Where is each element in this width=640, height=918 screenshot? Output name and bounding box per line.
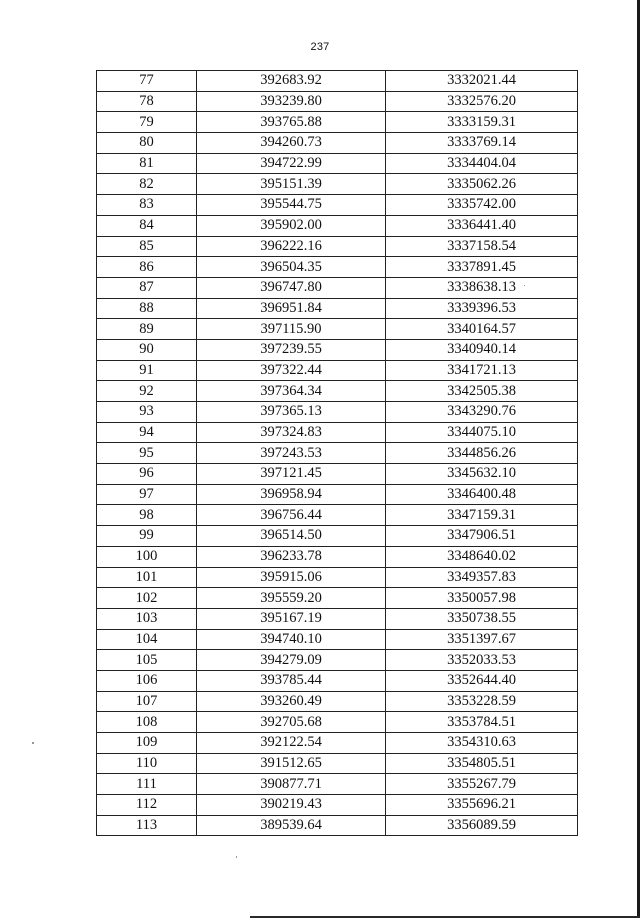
y-coordinate-cell: 3353228.59 [386, 691, 578, 712]
x-coordinate-cell: 392122.54 [197, 733, 386, 754]
y-coordinate-cell: 3353784.51 [386, 712, 578, 733]
y-coordinate-cell: 3334404.04 [386, 153, 578, 174]
coordinate-table [96, 70, 578, 836]
table-row [97, 153, 578, 174]
table-row [97, 484, 578, 505]
point-number-cell: 96 [97, 464, 197, 485]
y-coordinate-cell: 3355696.21 [386, 795, 578, 816]
y-coordinate-cell: 3336441.40 [386, 215, 578, 236]
table-row [97, 402, 578, 423]
point-number-cell: 90 [97, 339, 197, 360]
y-coordinate-cell: 3333159.31 [386, 112, 578, 133]
x-coordinate-cell: 397365.13 [197, 402, 386, 423]
y-coordinate-cell: 3349357.83 [386, 567, 578, 588]
point-number-cell: 92 [97, 381, 197, 402]
y-coordinate-cell: 3344075.10 [386, 422, 578, 443]
point-number-cell: 112 [97, 795, 197, 816]
x-coordinate-cell: 395151.39 [197, 174, 386, 195]
y-coordinate-cell: 3339396.53 [386, 298, 578, 319]
table-row [97, 753, 578, 774]
table-row [97, 174, 578, 195]
x-coordinate-cell: 394279.09 [197, 650, 386, 671]
y-coordinate-cell: 3352033.53 [386, 650, 578, 671]
y-coordinate-cell: 3355267.79 [386, 774, 578, 795]
table-row [97, 795, 578, 816]
point-number-cell: 80 [97, 133, 197, 154]
x-coordinate-cell: 397324.83 [197, 422, 386, 443]
table-row [97, 650, 578, 671]
y-coordinate-cell: 3338638.13 [386, 277, 578, 298]
point-number-cell: 85 [97, 236, 197, 257]
y-coordinate-cell: 3354805.51 [386, 753, 578, 774]
table-row [97, 629, 578, 650]
y-coordinate-cell: 3337158.54 [386, 236, 578, 257]
table-row [97, 546, 578, 567]
point-number-cell: 93 [97, 402, 197, 423]
point-number-cell: 111 [97, 774, 197, 795]
x-coordinate-cell: 396756.44 [197, 505, 386, 526]
y-coordinate-cell: 3332021.44 [386, 71, 578, 92]
table-row [97, 339, 578, 360]
y-coordinate-cell: 3356089.59 [386, 815, 578, 836]
x-coordinate-cell: 395915.06 [197, 567, 386, 588]
x-coordinate-cell: 395544.75 [197, 195, 386, 216]
point-number-cell: 88 [97, 298, 197, 319]
table-row [97, 91, 578, 112]
table-row [97, 298, 578, 319]
y-coordinate-cell: 3347906.51 [386, 526, 578, 547]
x-coordinate-cell: 396747.80 [197, 277, 386, 298]
table-row [97, 526, 578, 547]
table-row [97, 464, 578, 485]
y-coordinate-cell: 3335742.00 [386, 195, 578, 216]
point-number-cell: 101 [97, 567, 197, 588]
x-coordinate-cell: 390877.71 [197, 774, 386, 795]
y-coordinate-cell: 3342505.38 [386, 381, 578, 402]
point-number-cell: 105 [97, 650, 197, 671]
point-number-cell: 84 [97, 215, 197, 236]
page-number: 237 [310, 41, 330, 53]
x-coordinate-cell: 397121.45 [197, 464, 386, 485]
y-coordinate-cell: 3341721.13 [386, 360, 578, 381]
point-number-cell: 79 [97, 112, 197, 133]
table-row [97, 133, 578, 154]
y-coordinate-cell: 3348640.02 [386, 546, 578, 567]
coordinate-table-body [97, 71, 578, 836]
table-row [97, 215, 578, 236]
x-coordinate-cell: 390219.43 [197, 795, 386, 816]
table-row [97, 712, 578, 733]
y-coordinate-cell: 3335062.26 [386, 174, 578, 195]
table-row [97, 733, 578, 754]
point-number-cell: 77 [97, 71, 197, 92]
point-number-cell: 110 [97, 753, 197, 774]
y-coordinate-cell: 3343290.76 [386, 402, 578, 423]
y-coordinate-cell: 3340940.14 [386, 339, 578, 360]
point-number-cell: 89 [97, 319, 197, 340]
table-row [97, 422, 578, 443]
scan-speck [236, 856, 237, 858]
table-row [97, 71, 578, 92]
y-coordinate-cell: 3344856.26 [386, 443, 578, 464]
x-coordinate-cell: 397364.34 [197, 381, 386, 402]
table-row [97, 505, 578, 526]
table-row [97, 277, 578, 298]
y-coordinate-cell: 3340164.57 [386, 319, 578, 340]
point-number-cell: 102 [97, 588, 197, 609]
y-coordinate-cell: 3337891.45 [386, 257, 578, 278]
point-number-cell: 91 [97, 360, 197, 381]
table-row [97, 319, 578, 340]
point-number-cell: 95 [97, 443, 197, 464]
table-row [97, 443, 578, 464]
y-coordinate-cell: 3333769.14 [386, 133, 578, 154]
point-number-cell: 86 [97, 257, 197, 278]
y-coordinate-cell: 3347159.31 [386, 505, 578, 526]
scan-speck [32, 742, 34, 744]
point-number-cell: 99 [97, 526, 197, 547]
table-row [97, 774, 578, 795]
table-row [97, 670, 578, 691]
x-coordinate-cell: 396233.78 [197, 546, 386, 567]
y-coordinate-cell: 3346400.48 [386, 484, 578, 505]
point-number-cell: 107 [97, 691, 197, 712]
point-number-cell: 106 [97, 670, 197, 691]
point-number-cell: 108 [97, 712, 197, 733]
point-number-cell: 104 [97, 629, 197, 650]
table-row [97, 236, 578, 257]
table-row [97, 588, 578, 609]
point-number-cell: 103 [97, 608, 197, 629]
x-coordinate-cell: 393260.49 [197, 691, 386, 712]
table-row [97, 360, 578, 381]
point-number-cell: 94 [97, 422, 197, 443]
x-coordinate-cell: 394740.10 [197, 629, 386, 650]
x-coordinate-cell: 394260.73 [197, 133, 386, 154]
table-row [97, 608, 578, 629]
point-number-cell: 113 [97, 815, 197, 836]
point-number-cell: 100 [97, 546, 197, 567]
x-coordinate-cell: 395902.00 [197, 215, 386, 236]
point-number-cell: 87 [97, 277, 197, 298]
y-coordinate-cell: 3352644.40 [386, 670, 578, 691]
x-coordinate-cell: 396504.35 [197, 257, 386, 278]
table-row [97, 567, 578, 588]
x-coordinate-cell: 391512.65 [197, 753, 386, 774]
y-coordinate-cell: 3351397.67 [386, 629, 578, 650]
x-coordinate-cell: 393785.44 [197, 670, 386, 691]
x-coordinate-cell: 395167.19 [197, 608, 386, 629]
point-number-cell: 98 [97, 505, 197, 526]
point-number-cell: 81 [97, 153, 197, 174]
y-coordinate-cell: 3350057.98 [386, 588, 578, 609]
table-row [97, 815, 578, 836]
y-coordinate-cell: 3332576.20 [386, 91, 578, 112]
y-coordinate-cell: 3354310.63 [386, 733, 578, 754]
x-coordinate-cell: 393765.88 [197, 112, 386, 133]
x-coordinate-cell: 397322.44 [197, 360, 386, 381]
point-number-cell: 109 [97, 733, 197, 754]
table-row [97, 257, 578, 278]
x-coordinate-cell: 392705.68 [197, 712, 386, 733]
y-coordinate-cell: 3350738.55 [386, 608, 578, 629]
point-number-cell: 83 [97, 195, 197, 216]
table-row [97, 195, 578, 216]
point-number-cell: 78 [97, 91, 197, 112]
y-coordinate-cell: 3345632.10 [386, 464, 578, 485]
table-row [97, 112, 578, 133]
x-coordinate-cell: 395559.20 [197, 588, 386, 609]
x-coordinate-cell: 393239.80 [197, 91, 386, 112]
table-row [97, 691, 578, 712]
point-number-cell: 97 [97, 484, 197, 505]
table-row [97, 381, 578, 402]
x-coordinate-cell: 396951.84 [197, 298, 386, 319]
x-coordinate-cell: 394722.99 [197, 153, 386, 174]
x-coordinate-cell: 396514.50 [197, 526, 386, 547]
x-coordinate-cell: 389539.64 [197, 815, 386, 836]
x-coordinate-cell: 397115.90 [197, 319, 386, 340]
x-coordinate-cell: 397243.53 [197, 443, 386, 464]
x-coordinate-cell: 397239.55 [197, 339, 386, 360]
x-coordinate-cell: 392683.92 [197, 71, 386, 92]
point-number-cell: 82 [97, 174, 197, 195]
x-coordinate-cell: 396222.16 [197, 236, 386, 257]
x-coordinate-cell: 396958.94 [197, 484, 386, 505]
